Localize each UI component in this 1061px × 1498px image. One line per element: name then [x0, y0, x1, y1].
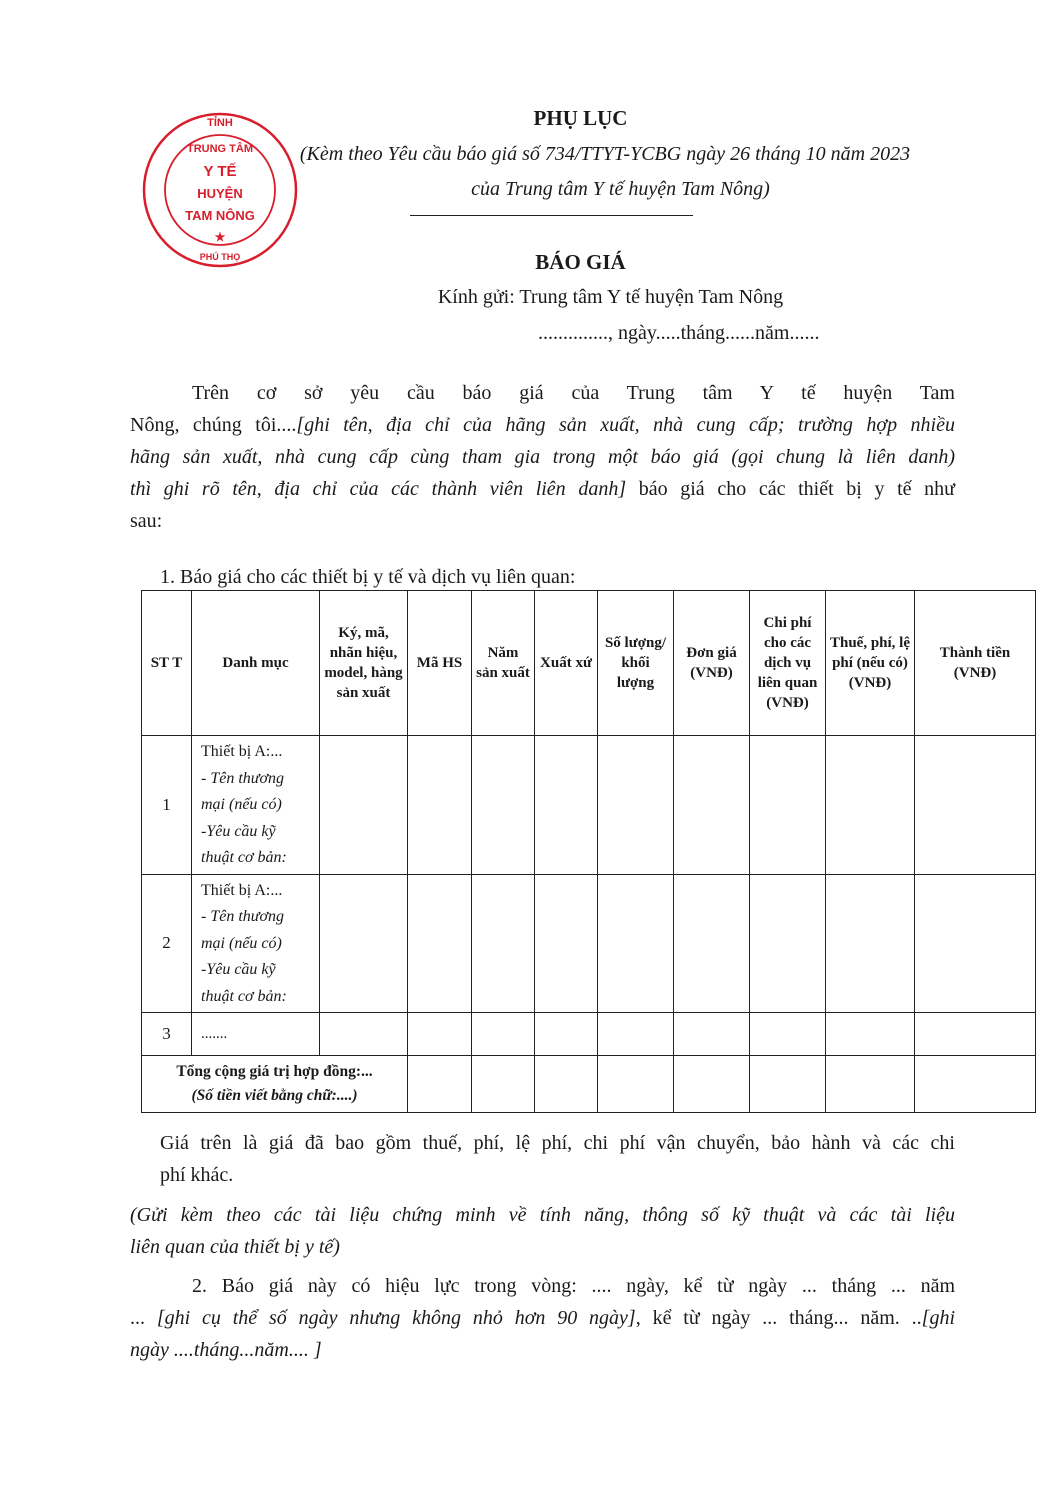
- appendix-subtitle-line2: của Trung tâm Y tế huyện Tam Nông): [471, 178, 770, 200]
- table-cell[interactable]: [750, 736, 826, 875]
- row-device-name: Thiết bị A:...: [201, 743, 283, 760]
- intro-line-3: hãng sản xuất, nhà cung cấp cùng tham gia trong một báo giá (gọi chung là liên danh): [130, 446, 955, 468]
- recipient-line: Kính gửi: Trung tâm Y tế huyện Tam Nông: [437, 286, 784, 308]
- stamp-bottom-text: PHÚ THỌ: [199, 252, 241, 262]
- table-cell[interactable]: [535, 1056, 598, 1113]
- appendix-title: PHỤ LỤC: [533, 106, 628, 130]
- intro-line-4: [130, 473, 955, 505]
- row-trade-name-cont: mại (nếu có): [201, 934, 282, 952]
- intro-line-5: sau:: [130, 510, 163, 532]
- col-header-hs-code: Mã HS: [408, 591, 472, 736]
- row-trade-name: - Tên thương: [201, 908, 285, 925]
- row-tech-req: -Yêu cầu kỹ: [201, 822, 276, 840]
- table-cell[interactable]: [750, 1013, 826, 1056]
- col-header-tax: Thuế, phí, lệ phí (nếu có) (VNĐ): [826, 591, 915, 736]
- quote-title: BÁO GIÁ: [535, 250, 626, 274]
- row-device-name: Thiết bị A:...: [201, 881, 283, 899]
- intro-line-2-plain: Nông, chúng tôi....: [130, 414, 297, 436]
- row-trade-name-cont: mại (nếu có): [201, 796, 282, 813]
- table-cell[interactable]: [472, 736, 535, 875]
- col-header-quantity: Số lượng/ khối lượng: [598, 591, 674, 736]
- table-row: [142, 1013, 1036, 1056]
- attachment-note-line-1: (Gửi kèm theo các tài liệu chứng minh về tính năng, thông số kỹ thuật và các tài liệu: [130, 1204, 955, 1226]
- row-trade-name: - Tên thương: [201, 769, 285, 787]
- table-cell[interactable]: [826, 1013, 915, 1056]
- col-header-category: Danh mục: [192, 591, 320, 736]
- validity-line-2-d: [ghi: [921, 1307, 955, 1329]
- validity-line-2: [130, 1302, 955, 1334]
- table-cell[interactable]: [674, 874, 750, 1013]
- intro-paragraph: [130, 377, 955, 537]
- col-header-origin: Xuất xứ: [535, 591, 598, 736]
- table-row: [142, 874, 1036, 1013]
- validity-line-1: 2. Báo giá này có hiệu lực trong vòng: .... ngày, kể từ ngày ... tháng ... năm: [192, 1275, 955, 1297]
- table-cell[interactable]: [320, 1013, 408, 1056]
- table-cell[interactable]: [915, 736, 1036, 875]
- stamp-line-yte: Y TẾ: [203, 163, 237, 180]
- col-header-year: Năm sản xuất: [472, 591, 535, 736]
- row-stt: 2: [142, 874, 192, 1013]
- table-cell[interactable]: [472, 1056, 535, 1113]
- validity-paragraph: [130, 1270, 955, 1366]
- table-cell[interactable]: [915, 874, 1036, 1013]
- price-note: [160, 1127, 955, 1191]
- table-cell[interactable]: [750, 1056, 826, 1113]
- stamp-top-text: TỈNH: [207, 117, 233, 129]
- validity-line-2-c: , kể từ ngày ... tháng... năm. ..: [635, 1307, 922, 1329]
- total-label-cell: [142, 1056, 408, 1113]
- table-cell[interactable]: [472, 1013, 535, 1056]
- table-cell[interactable]: [320, 874, 408, 1013]
- table-header-row: [142, 591, 1036, 736]
- table-cell[interactable]: [408, 874, 472, 1013]
- table-cell[interactable]: [535, 736, 598, 875]
- col-header-unit-price: Đơn giá (VNĐ): [674, 591, 750, 736]
- table-cell[interactable]: [826, 1056, 915, 1113]
- table-cell[interactable]: [750, 874, 826, 1013]
- stamp-line-tamnong: TAM NÔNG: [185, 208, 255, 223]
- validity-line-2-b: [ghi cụ thể số ngày nhưng không nhỏ hơn 90 ngày]: [156, 1307, 636, 1329]
- col-header-brand-model: Ký, mã, nhãn hiệu, model, hàng sản xuất: [320, 591, 408, 736]
- intro-line-4-italic: thì ghi rõ tên, địa chỉ của các thành viên liên danh]: [130, 478, 627, 500]
- row-stt: 1: [142, 736, 192, 875]
- row-stt: 3: [142, 1013, 192, 1056]
- price-note-line-1: Giá trên là giá đã bao gồm thuế, phí, lệ phí, chi phí vận chuyển, bảo hành và các chi: [160, 1132, 955, 1154]
- intro-line-1: Trên cơ sở yêu cầu báo giá của Trung tâm Y tế huyện Tam: [192, 382, 955, 404]
- col-header-total: Thành tiền (VNĐ): [915, 591, 1036, 736]
- appendix-subtitle-line1: (Kèm theo Yêu cầu báo giá số 734/TTYT-YCBG ngày 26 tháng 10 năm 2023: [299, 143, 911, 165]
- table-cell[interactable]: [674, 1013, 750, 1056]
- row-tech-req-cont: thuật cơ bản:: [201, 987, 287, 1005]
- row-category: .......: [192, 1013, 320, 1056]
- quote-table: [141, 590, 1036, 1113]
- date-line: .............., ngày.....tháng......năm......: [538, 322, 820, 344]
- table-cell[interactable]: [320, 736, 408, 875]
- intro-line-2: [130, 409, 955, 441]
- star-icon: ★: [214, 230, 226, 244]
- total-in-words: (Số tiền viết bằng chữ:....): [191, 1087, 358, 1104]
- stamp-line-huyen: HUYỆN: [197, 186, 243, 201]
- table-cell[interactable]: [408, 1013, 472, 1056]
- section-1-heading: 1. Báo giá cho các thiết bị y tế và dịch vụ liên quan:: [160, 566, 576, 588]
- table-cell[interactable]: [598, 874, 674, 1013]
- validity-line-2-a: ...: [130, 1307, 157, 1329]
- stamp-line-org: TRUNG TÂM: [187, 143, 253, 155]
- table-total-row: [142, 1056, 1036, 1113]
- table-cell[interactable]: [408, 1056, 472, 1113]
- table-cell[interactable]: [535, 1013, 598, 1056]
- intro-line-4-plain: báo giá cho các thiết bị y tế như: [626, 478, 955, 500]
- attachment-note-line-2: liên quan của thiết bị y tế): [130, 1236, 340, 1258]
- validity-line-3: ngày ....tháng...năm.... ]: [130, 1339, 322, 1361]
- col-header-service-cost: Chi phí cho các dịch vụ liên quan (VNĐ): [750, 591, 826, 736]
- table-cell[interactable]: [472, 874, 535, 1013]
- table-cell[interactable]: [408, 736, 472, 875]
- table-cell[interactable]: [674, 1056, 750, 1113]
- table-cell[interactable]: [674, 736, 750, 875]
- title-divider: [410, 215, 693, 216]
- table-cell[interactable]: [826, 874, 915, 1013]
- table-row: [142, 736, 1036, 875]
- table-cell[interactable]: [598, 736, 674, 875]
- attachment-note: [130, 1199, 955, 1263]
- table-cell[interactable]: [915, 1013, 1036, 1056]
- table-cell[interactable]: [598, 1056, 674, 1113]
- total-label: Tổng cộng giá trị hợp đồng:...: [176, 1063, 373, 1080]
- table-cell[interactable]: [598, 1013, 674, 1056]
- table-cell[interactable]: [826, 736, 915, 875]
- table-cell[interactable]: [915, 1056, 1036, 1113]
- row-category: [192, 874, 320, 1013]
- row-tech-req: -Yêu cầu kỹ: [201, 961, 276, 978]
- row-tech-req-cont: thuật cơ bản:: [201, 849, 287, 866]
- intro-line-2-italic: [ghi tên, địa chỉ của hãng sản xuất, nhà cung cấp; trường hợp nhiều: [296, 414, 955, 436]
- row-category: [192, 736, 320, 875]
- price-note-line-2: phí khác.: [160, 1164, 234, 1186]
- col-header-stt: ST T: [142, 591, 192, 736]
- table-cell[interactable]: [535, 874, 598, 1013]
